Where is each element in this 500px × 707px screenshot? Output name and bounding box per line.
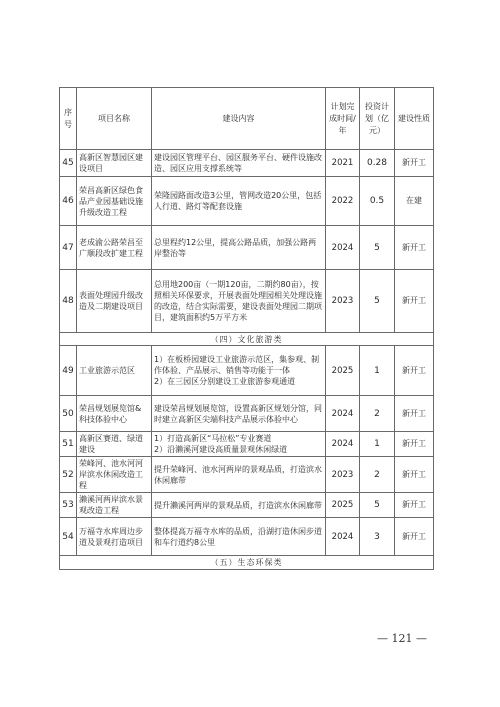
project-table: [59, 87, 434, 570]
project-name: 工业旅游示范区: [77, 346, 152, 396]
row-number: 45: [60, 150, 77, 177]
category-row: [60, 556, 434, 570]
project-name: 老成渝公路荣昌至广顺段改扩建工程: [77, 226, 152, 270]
row-number: 53: [60, 493, 77, 518]
project-name: 万福寺水库周边步道及景观打造项目: [77, 518, 152, 556]
row-number: 54: [60, 518, 77, 556]
completion-year: 2024: [326, 396, 360, 432]
completion-year: 2022: [326, 177, 360, 226]
project-content: 建设园区管理平台、园区服务平台、硬件设施改造、园区应用支撑系统等: [152, 150, 326, 177]
table-row: [60, 270, 434, 333]
project-content: 提升濑溪河两岸的景观品质，打造滨水休闲廊带: [152, 493, 326, 518]
category-label: （四）文化旅游类: [60, 333, 434, 346]
project-name: 荣峰河、池水河河岸滨水休闲改造工程: [77, 457, 152, 493]
table-row: [60, 396, 434, 432]
completion-year: 2024: [326, 226, 360, 270]
row-number: 50: [60, 396, 77, 432]
project-content: 建设荣昌规划展览馆，设置高新区规划分馆，同时建立高新区尖端科技产品展示体验中心: [152, 396, 326, 432]
project-content: 总里程约12公里，提高公路品质，加强公路两岸整治等: [152, 226, 326, 270]
header-status: 建设性质: [395, 88, 434, 150]
project-name: 表面处理园升级改造及二期建设项目: [77, 270, 152, 333]
completion-year: 2024: [326, 432, 360, 457]
investment-amount: 5: [360, 270, 395, 333]
header-year: 计划完成时间/年: [326, 88, 360, 150]
row-number: 47: [60, 226, 77, 270]
category-label: （五）生态环保类: [60, 556, 434, 570]
table-row: [60, 518, 434, 556]
construction-status: 新开工: [395, 346, 434, 396]
completion-year: 2023: [326, 270, 360, 333]
project-content: 整体提高万福寺水库的品质，沿湖打造休闲步道和车行道约8公里: [152, 518, 326, 556]
project-content: 提升荣峰河、池水河两岸的景观品质，打造滨水休闲廊带: [152, 457, 326, 493]
project-content: 荣隆园路面改造3公里，管网改造20公里，包括人行道、路灯等配套设施: [152, 177, 326, 226]
construction-status: 新开工: [395, 457, 434, 493]
investment-amount: 5: [360, 226, 395, 270]
row-number: 48: [60, 270, 77, 333]
row-number: 46: [60, 177, 77, 226]
table-row: [60, 226, 434, 270]
construction-status: 新开工: [395, 493, 434, 518]
construction-status: 新开工: [395, 432, 434, 457]
table-row: [60, 150, 434, 177]
table-body: [60, 150, 434, 570]
project-name: 荣昌高新区绿色食品产业园基础设施升级改造工程: [77, 177, 152, 226]
completion-year: 2025: [326, 346, 360, 396]
table-row: [60, 346, 434, 396]
project-content: 1）在板桥园建设工业旅游示范区，集参观、制作体验、产品展示、销售等功能于一体 2）在三园区分别建设工业旅游参观通道: [152, 346, 326, 396]
investment-amount: 0.5: [360, 177, 395, 226]
investment-amount: 1: [360, 346, 395, 396]
table-header-row: [60, 88, 434, 150]
project-content: 总用地200亩（一期120亩，二期约80亩），按照相关环保要求，开展表面处理园相关处理设施的改造，结合实际需要，建设表面处理园二期项目，建筑面积约5万平方米: [152, 270, 326, 333]
table-row: [60, 432, 434, 457]
page-number: — 121 —: [377, 632, 427, 645]
investment-amount: 5: [360, 493, 395, 518]
row-number: 52: [60, 457, 77, 493]
header-name: 项目名称: [77, 88, 152, 150]
construction-status: 新开工: [395, 226, 434, 270]
construction-status: 新开工: [395, 150, 434, 177]
construction-status: 在建: [395, 177, 434, 226]
project-name: 荣昌规划展览馆&科技体验中心: [77, 396, 152, 432]
investment-amount: 2: [360, 457, 395, 493]
investment-amount: 2: [360, 396, 395, 432]
header-no: 序号: [60, 88, 77, 150]
investment-amount: 3: [360, 518, 395, 556]
row-number: 49: [60, 346, 77, 396]
table-row: [60, 177, 434, 226]
completion-year: 2021: [326, 150, 360, 177]
construction-status: 新开工: [395, 270, 434, 333]
project-content: 1）打造高新区“马拉松”专业赛道 2）沿濑溪河建设高质量景观休闲绿道: [152, 432, 326, 457]
table-row: [60, 493, 434, 518]
header-invest: 投资计划（亿元）: [360, 88, 395, 150]
construction-status: 新开工: [395, 396, 434, 432]
category-row: [60, 333, 434, 346]
project-name: 高新区智慧园区建设项目: [77, 150, 152, 177]
project-name: 濑溪河两岸滨水景观改造工程: [77, 493, 152, 518]
header-content: 建设内容: [152, 88, 326, 150]
completion-year: 2024: [326, 518, 360, 556]
construction-status: 新开工: [395, 518, 434, 556]
project-name: 高新区赛道、绿道建设: [77, 432, 152, 457]
completion-year: 2025: [326, 493, 360, 518]
table-row: [60, 457, 434, 493]
investment-amount: 1: [360, 432, 395, 457]
investment-amount: 0.28: [360, 150, 395, 177]
row-number: 51: [60, 432, 77, 457]
completion-year: 2023: [326, 457, 360, 493]
